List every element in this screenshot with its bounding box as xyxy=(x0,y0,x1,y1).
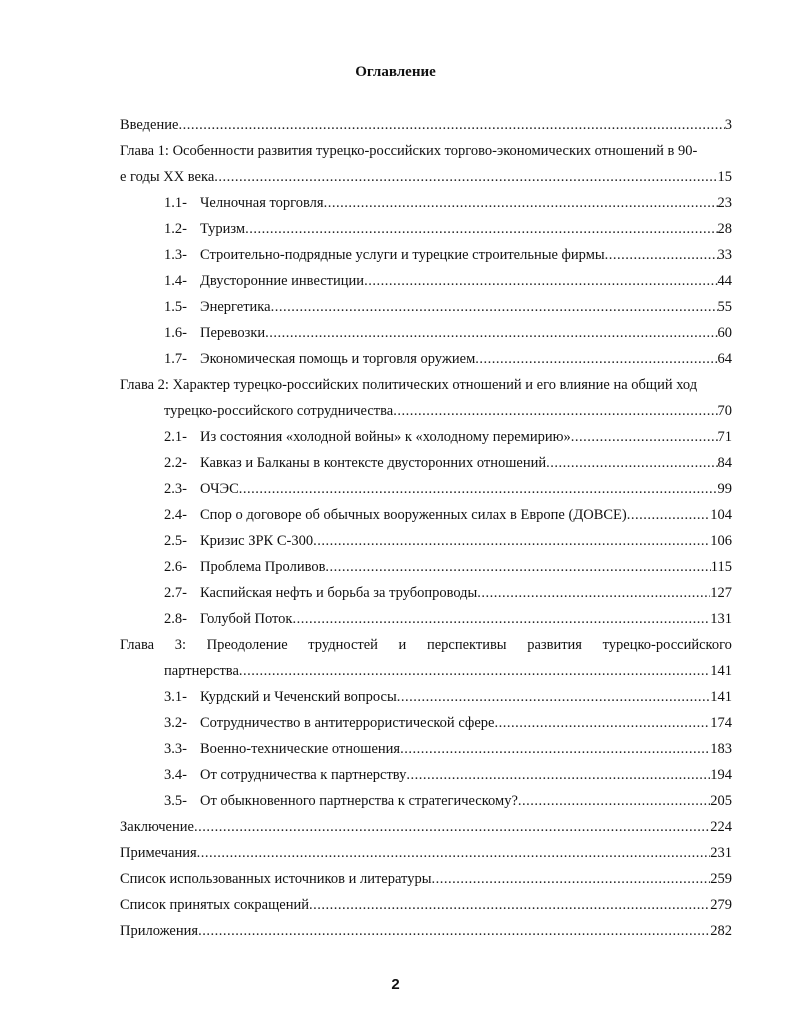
dot-leader xyxy=(627,502,711,528)
toc-entry-number: 2.7- xyxy=(164,585,187,601)
toc-page-number: 106 xyxy=(710,533,732,549)
toc-entry xyxy=(120,606,732,632)
toc-entry-number: 1.6- xyxy=(164,325,187,341)
toc-entry-number: 2.3- xyxy=(164,481,187,497)
toc-entry-number: 1.3- xyxy=(164,247,187,263)
toc-entry xyxy=(120,216,732,242)
toc-entry xyxy=(120,710,732,736)
dot-leader xyxy=(313,528,710,554)
toc-chapter-2-heading-cont xyxy=(120,398,732,424)
dot-leader xyxy=(198,918,710,944)
toc-chapter-3-heading xyxy=(120,632,732,658)
toc-page-number: 71 xyxy=(717,429,732,445)
toc-page-number: 33 xyxy=(717,247,732,263)
toc-entry-number: 3.4- xyxy=(164,767,187,783)
toc-entry-text: Из состояния «холодной войны» к «холодному перемирию» xyxy=(200,429,571,445)
toc-entry xyxy=(120,450,732,476)
dot-leader xyxy=(393,398,717,424)
toc-entry-text: Проблема Проливов xyxy=(200,559,326,575)
toc-page-number: 131 xyxy=(710,611,732,627)
toc-entry-text: партнерства xyxy=(164,663,239,679)
toc-entry-text: Двусторонние инвестиции xyxy=(200,273,365,289)
toc-entry-text: Челночная торговля xyxy=(200,195,324,211)
dot-leader xyxy=(214,164,717,190)
toc-entry-text: Заключение xyxy=(120,819,194,835)
toc-entry-number: 2.6- xyxy=(164,559,187,575)
toc-entry-number: 1.4- xyxy=(164,273,187,289)
heading-word: развития xyxy=(527,637,582,653)
dot-leader xyxy=(406,762,710,788)
toc-entry-number: 2.5- xyxy=(164,533,187,549)
toc-page-number: 279 xyxy=(710,897,732,913)
toc-entry xyxy=(120,476,732,502)
dot-leader xyxy=(292,606,710,632)
toc-entry-text: Экономическая помощь и торговля оружием xyxy=(200,351,476,367)
heading-word: и xyxy=(398,637,407,653)
toc-entry xyxy=(120,294,732,320)
toc-page-number: 44 xyxy=(717,273,732,289)
toc-page-number: 99 xyxy=(717,481,732,497)
toc-page-number: 194 xyxy=(710,767,732,783)
toc-entry-number: 3.2- xyxy=(164,715,187,731)
toc-entry-number: 1.2- xyxy=(164,221,187,237)
toc-entry-text: турецко-российского сотрудничества xyxy=(164,403,394,419)
toc-entry xyxy=(120,684,732,710)
toc-page-number: 141 xyxy=(710,663,732,679)
toc-entry-text: Курдский и Чеченский вопросы xyxy=(200,689,397,705)
toc-chapter-2-heading: Глава 2: Характер турецко-российских политических отношений и его влияние на общий ход xyxy=(120,377,698,393)
toc-page-number: 28 xyxy=(717,221,732,237)
dot-leader xyxy=(571,424,718,450)
toc-entry xyxy=(120,580,732,606)
toc-entry xyxy=(120,554,732,580)
toc-page-number: 60 xyxy=(717,325,732,341)
toc-entry-number: 3.5- xyxy=(164,793,187,809)
toc-entry-text: Кавказ и Балканы в контексте двусторонних отношений xyxy=(200,455,547,471)
toc-entry-text: Список использованных источников и литературы xyxy=(120,871,432,887)
toc-entry-text: Приложения xyxy=(120,923,199,939)
toc-entry-text: Строительно-подрядные услуги и турецкие строительные фирмы xyxy=(200,247,605,263)
heading-word: турецко-российского xyxy=(602,637,732,653)
dot-leader xyxy=(178,112,724,138)
dot-leader xyxy=(605,242,718,268)
toc-entry xyxy=(120,320,732,346)
dot-leader xyxy=(239,658,710,684)
toc-entry-number: 3.3- xyxy=(164,741,187,757)
toc-page-number: 55 xyxy=(717,299,732,315)
toc-page-number: 282 xyxy=(710,923,732,939)
toc-page-number: 3 xyxy=(724,117,732,133)
heading-word: 3: xyxy=(174,637,186,653)
toc-entry-number: 2.1- xyxy=(164,429,187,445)
toc-entry xyxy=(120,736,732,762)
dot-leader xyxy=(477,580,710,606)
dot-leader xyxy=(431,866,710,892)
toc-entry xyxy=(120,788,732,814)
toc-entry-text: Примечания xyxy=(120,845,197,861)
toc-chapter-3-heading-cont xyxy=(120,658,732,684)
dot-leader xyxy=(239,476,718,502)
toc-entry-text: Туризм xyxy=(200,221,246,237)
toc-entry-number: 2.2- xyxy=(164,455,187,471)
dot-leader xyxy=(245,216,717,242)
toc-page-number: 104 xyxy=(710,507,732,523)
toc-entry-text: Перевозки xyxy=(200,325,266,341)
dot-leader xyxy=(324,190,718,216)
toc-entry-number: 2.4- xyxy=(164,507,187,523)
toc-entry-number: 2.8- xyxy=(164,611,187,627)
toc-page-number: 259 xyxy=(710,871,732,887)
toc-entry xyxy=(120,892,732,918)
toc-entry xyxy=(120,528,732,554)
dot-leader xyxy=(397,684,711,710)
toc-entry-number: 1.1- xyxy=(164,195,187,211)
dot-leader xyxy=(475,346,717,372)
table-of-contents xyxy=(120,112,732,944)
toc-entry-text: е годы XX века xyxy=(120,169,215,185)
toc-page-number: 183 xyxy=(710,741,732,757)
toc-entry-text: Список принятых сокращений xyxy=(120,897,309,913)
toc-entry xyxy=(120,424,732,450)
toc-page-number: 141 xyxy=(710,689,732,705)
toc-entry-text: Голубой Поток xyxy=(200,611,293,627)
toc-entry xyxy=(120,346,732,372)
toc-entry xyxy=(120,840,732,866)
dot-leader xyxy=(518,788,710,814)
toc-entry xyxy=(120,502,732,528)
toc-chapter-1-heading-cont xyxy=(120,164,732,190)
page-number: 2 xyxy=(391,976,400,993)
toc-entry xyxy=(120,814,732,840)
toc-entry xyxy=(120,242,732,268)
toc-entry-text: От обыкновенного партнерства к стратегическому? xyxy=(200,793,518,809)
toc-entry xyxy=(120,190,732,216)
toc-entry-number: 3.1- xyxy=(164,689,187,705)
dot-leader xyxy=(364,268,717,294)
heading-word: Преодоление xyxy=(206,637,288,653)
toc-entry xyxy=(120,762,732,788)
toc-page-number: 84 xyxy=(717,455,732,471)
toc-page-number: 205 xyxy=(710,793,732,809)
toc-entry xyxy=(120,918,732,944)
dot-leader xyxy=(194,814,710,840)
toc-entry-text: Военно-технические отношения xyxy=(200,741,401,757)
toc-entry-text: Введение xyxy=(120,117,179,133)
heading-word: трудностей xyxy=(308,637,378,653)
toc-entry-text: Энергетика xyxy=(200,299,271,315)
toc-entry-number: 1.7- xyxy=(164,351,187,367)
dot-leader xyxy=(494,710,710,736)
toc-page-number: 15 xyxy=(717,169,732,185)
page-title: Оглавление xyxy=(355,64,436,80)
dot-leader xyxy=(400,736,710,762)
heading-word: перспективы xyxy=(426,637,507,653)
dot-leader xyxy=(197,840,711,866)
dot-leader xyxy=(546,450,717,476)
toc-page-number: 127 xyxy=(710,585,732,601)
toc-entry-number: 1.5- xyxy=(164,299,187,315)
toc-entry-text: ОЧЭС xyxy=(200,481,239,497)
toc-chapter-1-heading: Глава 1: Особенности развития турецко-российских торгово-экономических отношений в 90- xyxy=(120,143,698,159)
toc-page-number: 115 xyxy=(710,559,732,575)
toc-page-number: 231 xyxy=(710,845,732,861)
toc-entry-text: Каспийская нефть и борьба за трубопроводы xyxy=(200,585,478,601)
toc-entry xyxy=(120,268,732,294)
toc-page-number: 23 xyxy=(717,195,732,211)
heading-word: Глава xyxy=(120,637,155,653)
toc-entry-intro xyxy=(120,112,732,138)
toc-entry-text: Кризис ЗРК С-300 xyxy=(200,533,314,549)
toc-entry-text: Спор о договоре об обычных вооруженных силах в Европе (ДОВСЕ) xyxy=(200,507,627,523)
toc-page-number: 64 xyxy=(717,351,732,367)
toc-page-number: 224 xyxy=(710,819,732,835)
toc-entry xyxy=(120,866,732,892)
dot-leader xyxy=(265,320,717,346)
dot-leader xyxy=(271,294,718,320)
dot-leader xyxy=(309,892,710,918)
toc-entry-text: От сотрудничества к партнерству xyxy=(200,767,407,783)
toc-page-number: 174 xyxy=(710,715,732,731)
toc-entry-text: Сотрудничество в антитеррористической сфере xyxy=(200,715,495,731)
dot-leader xyxy=(325,554,710,580)
toc-page-number: 70 xyxy=(717,403,732,419)
